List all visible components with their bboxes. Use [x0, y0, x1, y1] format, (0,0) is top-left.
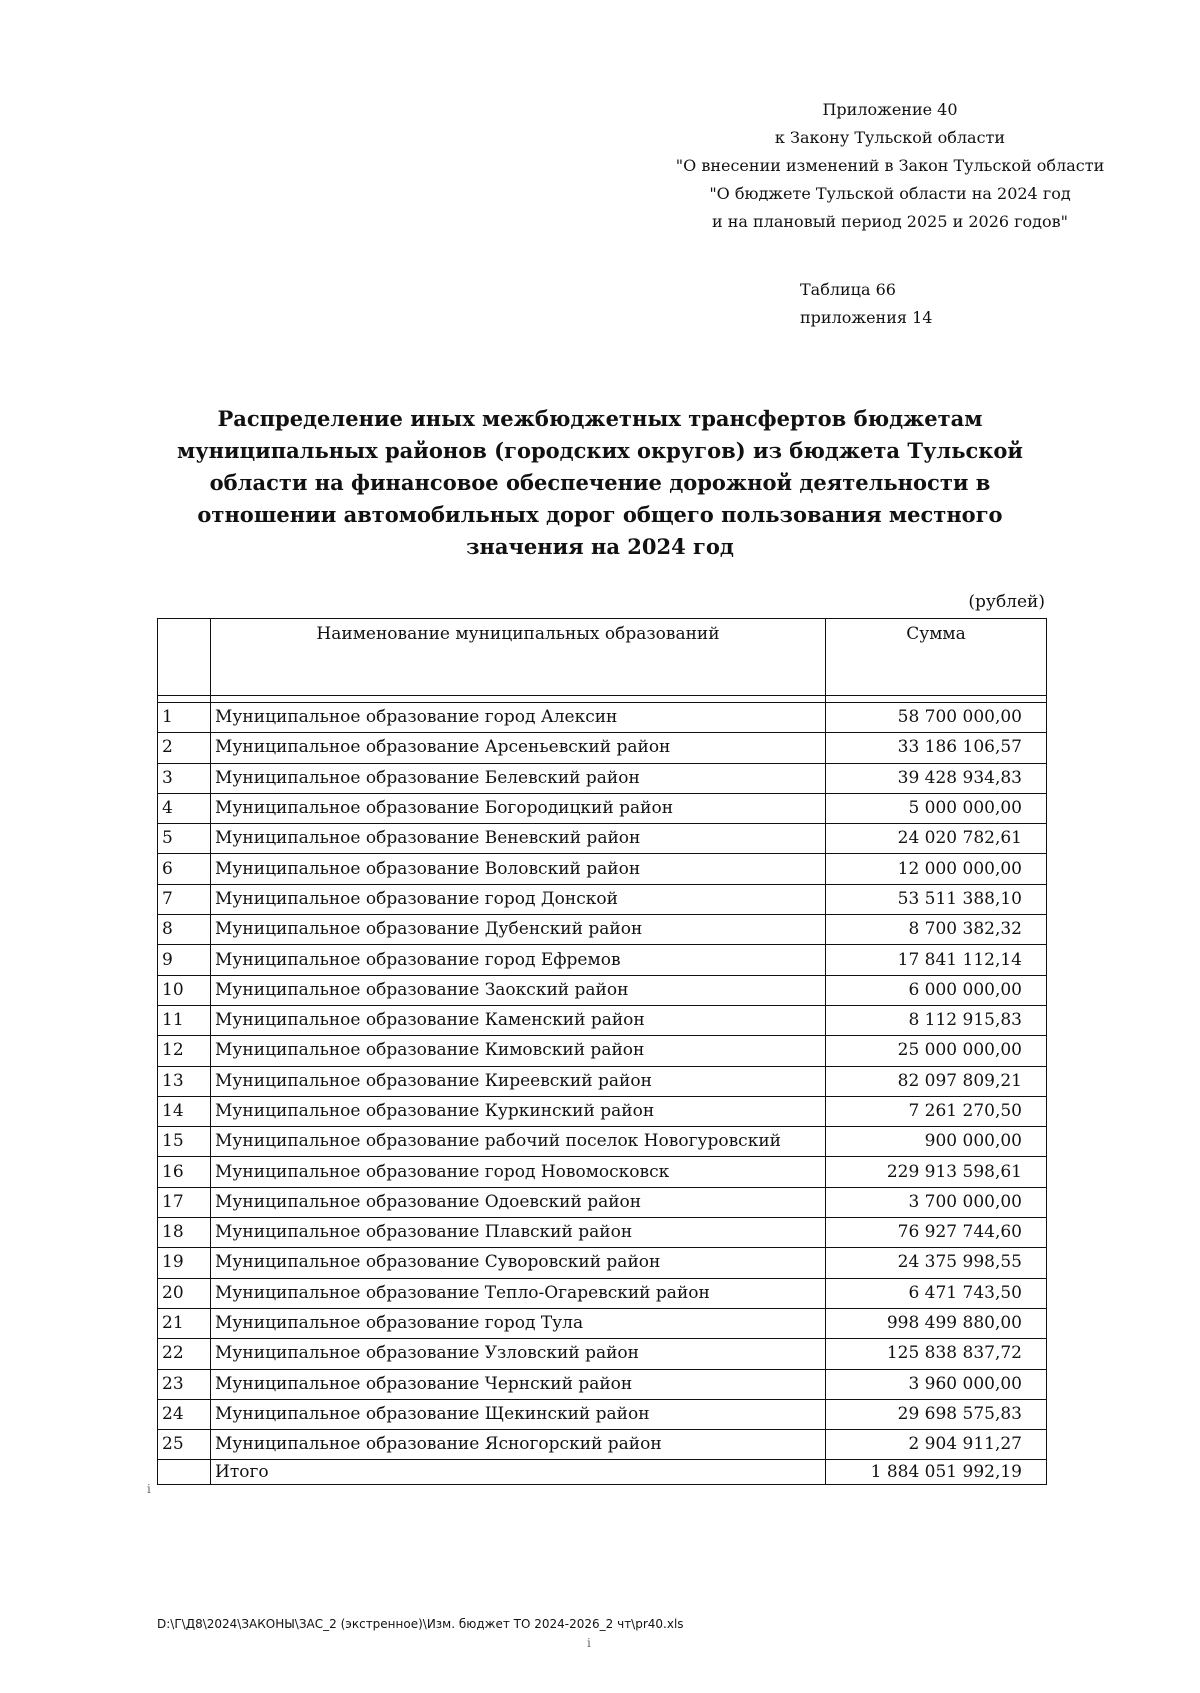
table-row	[158, 884, 1047, 914]
row-name-cell: Муниципальное образование Ясногорский район	[211, 1430, 826, 1460]
table-row	[158, 1248, 1047, 1278]
row-number-cell: 18	[158, 1218, 211, 1248]
table-row	[158, 1036, 1047, 1066]
row-sum-cell: 8 112 915,83	[826, 1005, 1047, 1035]
header-name-cell: Наименование муниципальных образований	[211, 619, 826, 696]
header-line: к Закону Тульской области	[774, 128, 1006, 147]
table-row	[158, 1218, 1047, 1248]
row-name-cell: Муниципальное образование город Тула	[211, 1308, 826, 1338]
distribution-table	[157, 618, 1047, 1485]
scan-mark: ⅰ	[587, 1636, 591, 1650]
row-sum-cell: 2 904 911,27	[826, 1430, 1047, 1460]
table-row	[158, 1278, 1047, 1308]
table-row	[158, 1399, 1047, 1429]
row-number-cell: 16	[158, 1157, 211, 1187]
row-name-cell: Муниципальное образование Чернский район	[211, 1369, 826, 1399]
table-ref-line: Таблица 66	[800, 280, 896, 299]
row-name-cell: Муниципальное образование город Донской	[211, 884, 826, 914]
total-label-cell: Итого	[211, 1460, 826, 1485]
appendix-header	[600, 96, 1180, 236]
row-number-cell: 6	[158, 854, 211, 884]
row-number-cell: 4	[158, 793, 211, 823]
row-sum-cell: 900 000,00	[826, 1127, 1047, 1157]
table-row	[158, 1369, 1047, 1399]
row-sum-cell: 3 700 000,00	[826, 1187, 1047, 1217]
row-number-cell: 24	[158, 1399, 211, 1429]
row-number-cell: 5	[158, 824, 211, 854]
row-sum-cell: 5 000 000,00	[826, 793, 1047, 823]
table-row	[158, 854, 1047, 884]
spacer-row	[158, 696, 1047, 703]
row-sum-cell: 58 700 000,00	[826, 703, 1047, 733]
table-row	[158, 975, 1047, 1005]
row-name-cell: Муниципальное образование рабочий поселок Новогуровский	[211, 1127, 826, 1157]
row-name-cell: Муниципальное образование Кимовский район	[211, 1036, 826, 1066]
table-row	[158, 1005, 1047, 1035]
row-name-cell: Муниципальное образование Плавский район	[211, 1218, 826, 1248]
row-name-cell: Муниципальное образование Дубенский район	[211, 915, 826, 945]
document-title: Распределение иных межбюджетных трансфертов бюджетам муниципальных районов (городских округов) из бюджета Тульской области на финансовое обеспечение дорожной деятельности в отношении автомобильных дорог общего пользования местного значения на 2024 год	[176, 406, 1024, 559]
row-sum-cell: 82 097 809,21	[826, 1066, 1047, 1096]
row-name-cell: Муниципальное образование город Новомосковск	[211, 1157, 826, 1187]
table-row	[158, 763, 1047, 793]
header-line: Приложение 40	[822, 100, 958, 119]
row-sum-cell: 3 960 000,00	[826, 1369, 1047, 1399]
scan-mark: ⅰ	[147, 1482, 151, 1496]
spacer-cell	[158, 696, 211, 703]
table-ref-line: приложения 14	[800, 308, 933, 327]
row-name-cell: Муниципальное образование город Алексин	[211, 703, 826, 733]
row-sum-cell: 229 913 598,61	[826, 1157, 1047, 1187]
header-line: и на плановый период 2025 и 2026 годов"	[711, 212, 1069, 231]
row-name-cell: Муниципальное образование Воловский район	[211, 854, 826, 884]
row-sum-cell: 24 020 782,61	[826, 824, 1047, 854]
row-sum-cell: 6 000 000,00	[826, 975, 1047, 1005]
units-label: (рублей)	[968, 592, 1045, 612]
row-number-cell: 8	[158, 915, 211, 945]
row-number-cell: 25	[158, 1430, 211, 1460]
row-name-cell: Муниципальное образование Богородицкий район	[211, 793, 826, 823]
row-name-cell: Муниципальное образование Щекинский район	[211, 1399, 826, 1429]
row-name-cell: Муниципальное образование Одоевский район	[211, 1187, 826, 1217]
header-num-cell	[158, 619, 211, 696]
table-row	[158, 1430, 1047, 1460]
row-number-cell: 14	[158, 1096, 211, 1126]
row-number-cell: 22	[158, 1339, 211, 1369]
row-sum-cell: 125 838 837,72	[826, 1339, 1047, 1369]
row-number-cell: 21	[158, 1308, 211, 1338]
table-row	[158, 793, 1047, 823]
header-line: "О бюджете Тульской области на 2024 год	[709, 184, 1071, 203]
table-row	[158, 945, 1047, 975]
table-header-row	[158, 619, 1047, 696]
row-name-cell: Муниципальное образование Тепло-Огаревский район	[211, 1278, 826, 1308]
row-number-cell: 20	[158, 1278, 211, 1308]
row-number-cell: 12	[158, 1036, 211, 1066]
row-number-cell: 1	[158, 703, 211, 733]
row-number-cell: 23	[158, 1369, 211, 1399]
table-row	[158, 1157, 1047, 1187]
table-row	[158, 1308, 1047, 1338]
row-sum-cell: 8 700 382,32	[826, 915, 1047, 945]
table-row	[158, 1127, 1047, 1157]
row-number-cell: 2	[158, 733, 211, 763]
row-number-cell: 7	[158, 884, 211, 914]
table-row	[158, 1339, 1047, 1369]
row-name-cell: Муниципальное образование Веневский район	[211, 824, 826, 854]
row-sum-cell: 24 375 998,55	[826, 1248, 1047, 1278]
row-name-cell: Муниципальное образование Белевский район	[211, 763, 826, 793]
row-sum-cell: 12 000 000,00	[826, 854, 1047, 884]
table-row	[158, 1096, 1047, 1126]
table-row	[158, 1187, 1047, 1217]
row-name-cell: Муниципальное образование Киреевский район	[211, 1066, 826, 1096]
row-sum-cell: 29 698 575,83	[826, 1399, 1047, 1429]
table-reference	[800, 276, 970, 332]
table-row	[158, 703, 1047, 733]
row-sum-cell: 53 511 388,10	[826, 884, 1047, 914]
table-row	[158, 1066, 1047, 1096]
total-row	[158, 1460, 1047, 1485]
row-name-cell: Муниципальное образование Заокский район	[211, 975, 826, 1005]
row-sum-cell: 39 428 934,83	[826, 763, 1047, 793]
row-number-cell: 11	[158, 1005, 211, 1035]
row-name-cell: Муниципальное образование Узловский район	[211, 1339, 826, 1369]
row-sum-cell: 6 471 743,50	[826, 1278, 1047, 1308]
row-name-cell: Муниципальное образование Куркинский район	[211, 1096, 826, 1126]
spacer-cell	[211, 696, 826, 703]
row-name-cell: Муниципальное образование Каменский район	[211, 1005, 826, 1035]
table-row	[158, 733, 1047, 763]
total-num-cell	[158, 1460, 211, 1485]
row-name-cell: Муниципальное образование город Ефремов	[211, 945, 826, 975]
total-sum-cell: 1 884 051 992,19	[826, 1460, 1047, 1485]
row-number-cell: 13	[158, 1066, 211, 1096]
row-number-cell: 17	[158, 1187, 211, 1217]
row-sum-cell: 7 261 270,50	[826, 1096, 1047, 1126]
row-name-cell: Муниципальное образование Суворовский район	[211, 1248, 826, 1278]
row-sum-cell: 33 186 106,57	[826, 733, 1047, 763]
row-number-cell: 15	[158, 1127, 211, 1157]
header-line: "О внесении изменений в Закон Тульской области	[675, 156, 1105, 175]
row-number-cell: 10	[158, 975, 211, 1005]
table-row	[158, 824, 1047, 854]
row-number-cell: 3	[158, 763, 211, 793]
row-number-cell: 19	[158, 1248, 211, 1278]
file-path-footer: D:\Г\Д8\2024\ЗАКОНЫ\ЗАС_2 (экстренное)\Изм. бюджет ТО 2024-2026_2 чт\pr40.xls	[157, 1617, 684, 1631]
row-name-cell: Муниципальное образование Арсеньевский район	[211, 733, 826, 763]
row-number-cell: 9	[158, 945, 211, 975]
row-sum-cell: 17 841 112,14	[826, 945, 1047, 975]
row-sum-cell: 25 000 000,00	[826, 1036, 1047, 1066]
header-sum-cell: Сумма	[826, 619, 1047, 696]
table-row	[158, 915, 1047, 945]
row-sum-cell: 76 927 744,60	[826, 1218, 1047, 1248]
spacer-cell	[826, 696, 1047, 703]
row-sum-cell: 998 499 880,00	[826, 1308, 1047, 1338]
